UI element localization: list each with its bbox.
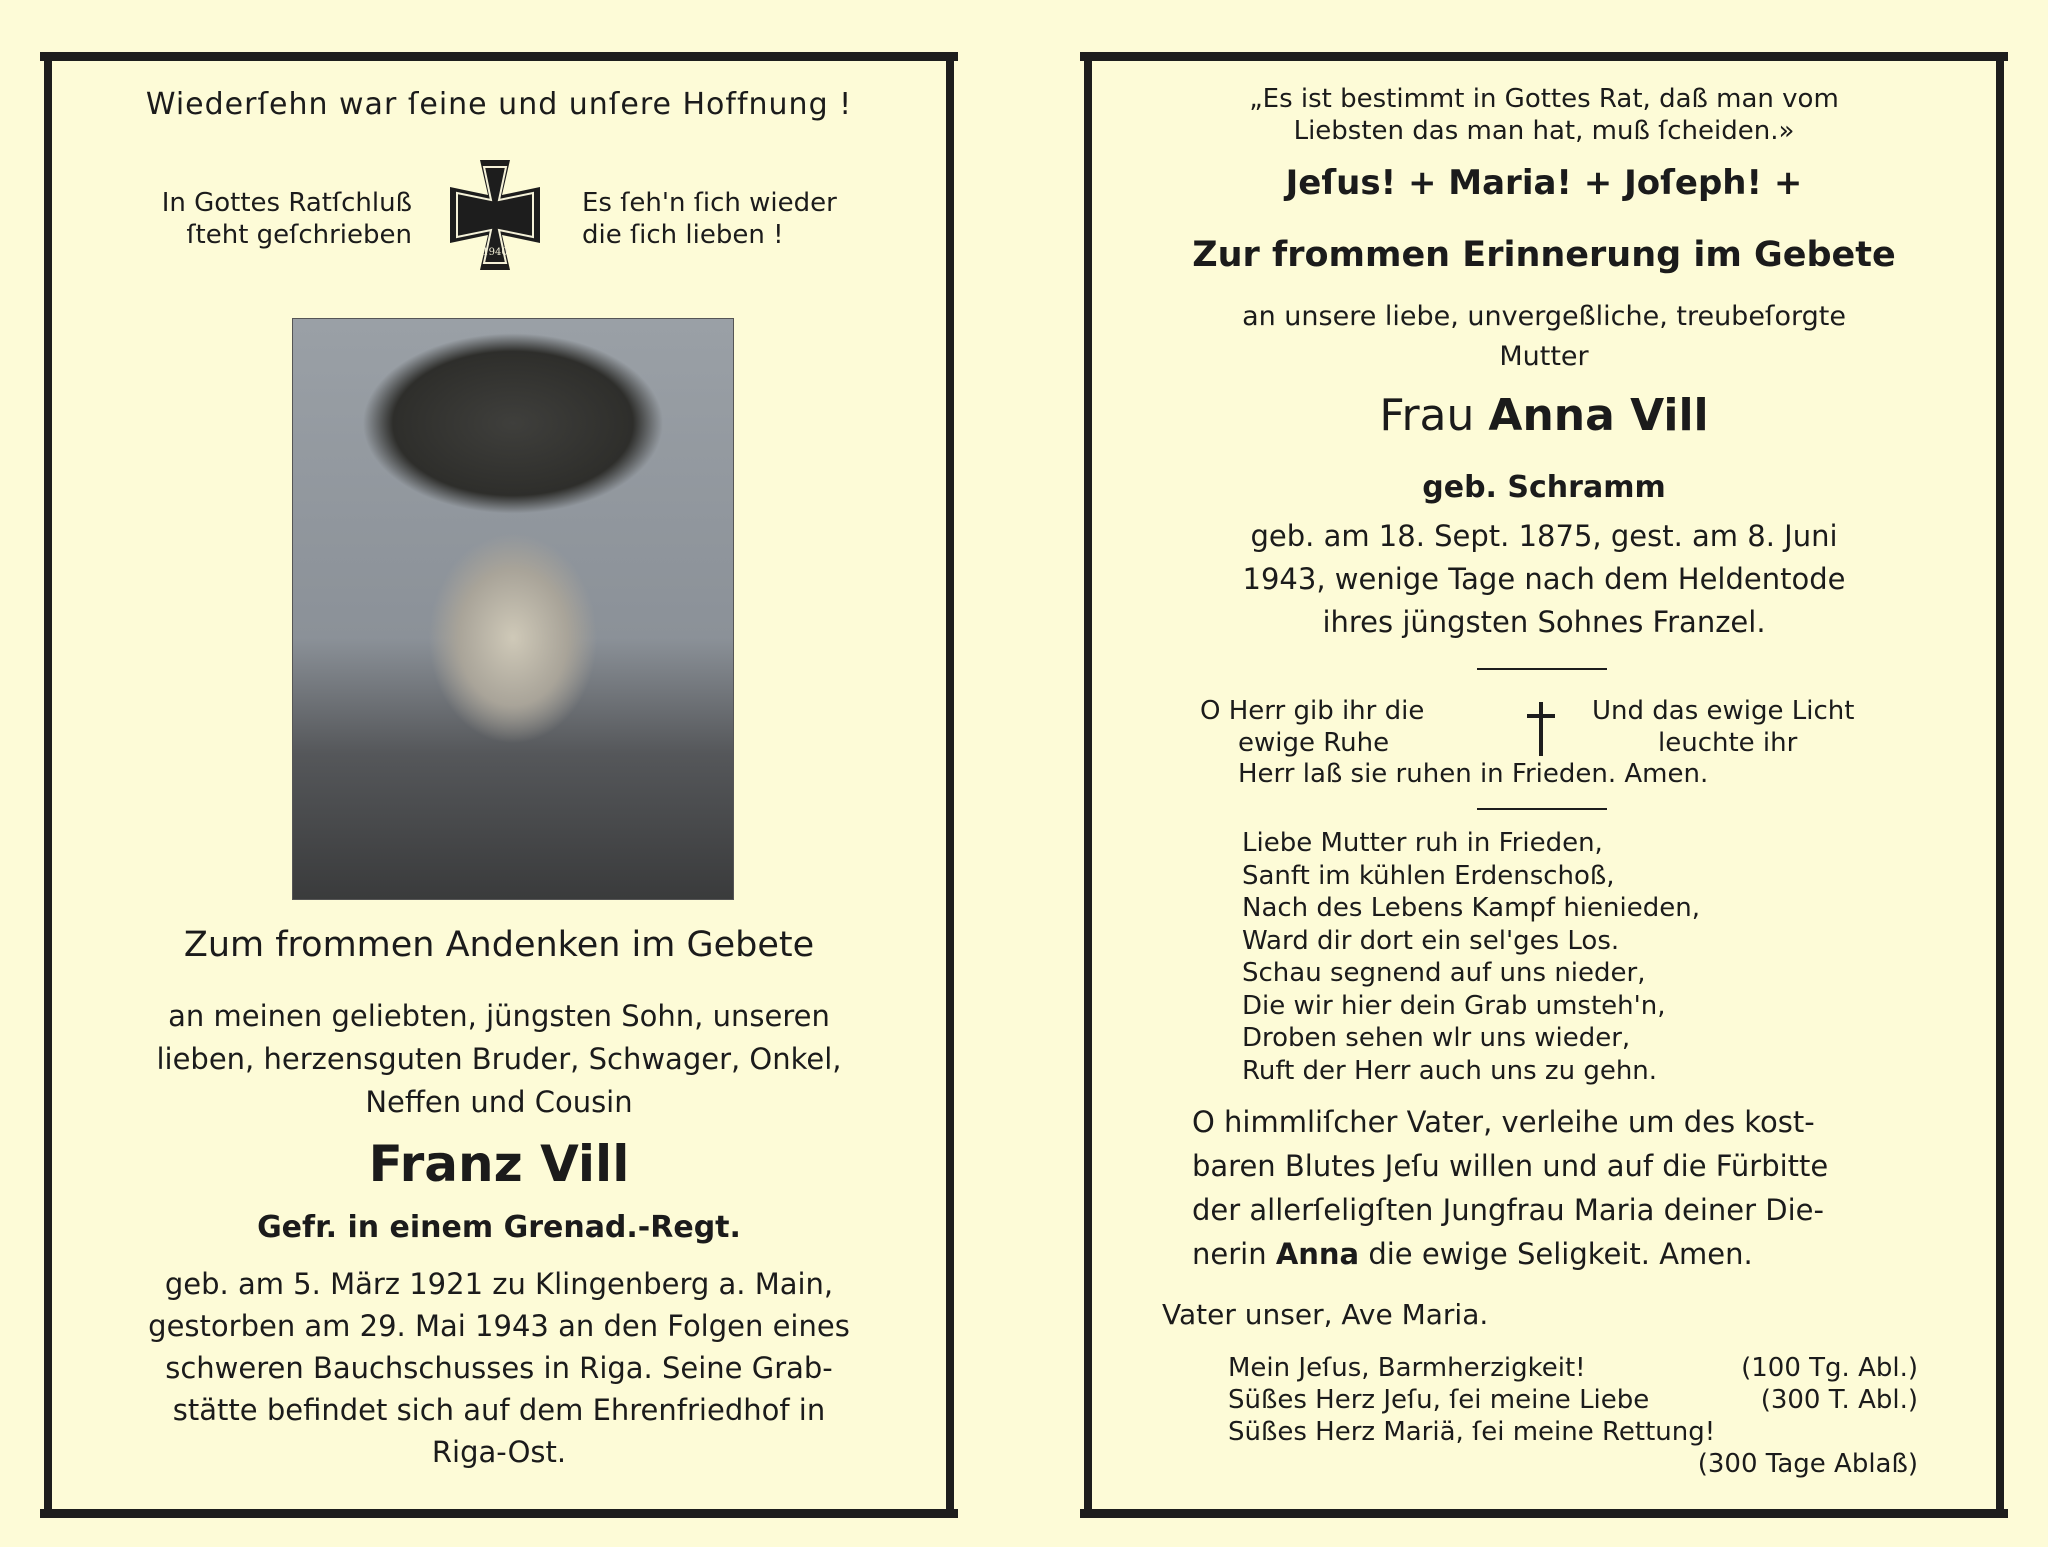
left-motto: Wiederſehn war ſeine und unſere Hoffnung ! [145,87,853,122]
mother-name: Frau Anna Vill [1379,390,1709,441]
left-memorial-card [44,55,954,1515]
right-quote: „Es ist bestimmt in Gottes Rat, daß man vom Liebsten das man hat, muß ſcheiden.» [1249,84,1839,146]
left-verse-right: Es ſeh'n ſich wieder die ſich lieben ! [582,188,837,250]
deceased-rank: Gefr. in einem Grenad.-Regt. [257,1210,741,1245]
indulgence-row: Süßes Herz Jeſu, ſei meine Liebe (300 T. Abl.) [1228,1385,1918,1415]
indulgence-row: Mein Jeſus, Barmherzigkeit! (100 Tg. Abl.) [1228,1353,1918,1383]
prayer-end: Herr laß sie ruhen in Frieden. Amen. [1238,759,1709,789]
svg-text:1940: 1940 [482,247,508,258]
closing-prayer: O himmliſcher Vater, verleihe um des kost- baren Blutes Jeſu willen und auf die Fürbitte der allerſeligſten Jungfrau Maria deiner Die- nerin Anna die ewige Seligkeit. Amen. [1192,1105,1829,1271]
left-heading: Zum frommen Andenken im Gebete [183,925,815,965]
right-invocation: Jeſus! + Maria! + Joſeph! + [1285,163,1803,203]
latin-cross-icon [1524,700,1558,758]
iron-cross-icon [440,155,550,275]
right-memorial-card [1084,55,2004,1515]
soldier-portrait-photo [292,318,734,900]
divider-top [1477,668,1607,670]
right-heading: Zur frommen Erinnerung im Gebete [1192,235,1896,275]
indulgence-last-note: (300 Tage Ablaß) [1697,1449,1918,1479]
left-verse-left: In Gottes Ratſchluß ſteht geſchrieben [161,188,412,250]
right-intro: an unsere liebe, unvergeßliche, treubeſorgte Mutter [1242,301,1846,372]
divider-bottom [1477,808,1607,810]
prayer-right: Und das ewige Licht leuchte ihr [1592,696,1855,758]
right-bio: geb. am 18. Sept. 1875, gest. am 8. Juni 1943, wenige Tage nach dem Heldentode ihres jüngsten Sohnes Franzel. [1242,519,1846,639]
prayer-left: O Herr gib ihr die ewige Ruhe [1200,696,1425,758]
poem: Liebe Mutter ruh in Frieden, Sanft im kühlen Erdenschoß, Nach des Lebens Kampf hienieden, Ward dir dort ein sel'ges Los. Schau segnend auf uns nieder, Die wir hier dein Grab umsteh'n, Droben sehen wlr uns wieder, Ruft der Herr auch uns zu gehn. [1242,828,1700,1086]
deceased-name: Franz Vill [368,1135,630,1193]
mother-maiden-name: geb. Schramm [1422,470,1666,505]
left-intro: an meinen geliebten, jüngsten Sohn, unseren lieben, herzensguten Bruder, Schwager, Onkel, Neffen und Cousin [156,999,842,1119]
indulgence-row: Süßes Herz Mariä, ſei meine Rettung! [1228,1417,1716,1447]
indulgence-list [1228,1352,1918,1480]
left-bio: geb. am 5. März 1921 zu Klingenberg a. Main, gestorben am 29. Mai 1943 an den Folgen eines schweren Bauchschusses in Riga. Seine Grab- stätte befindet sich auf dem Ehrenfriedhof in Riga-Ost. [148,1267,850,1469]
vater-unser: Vater unser, Ave Maria. [1162,1298,1489,1331]
